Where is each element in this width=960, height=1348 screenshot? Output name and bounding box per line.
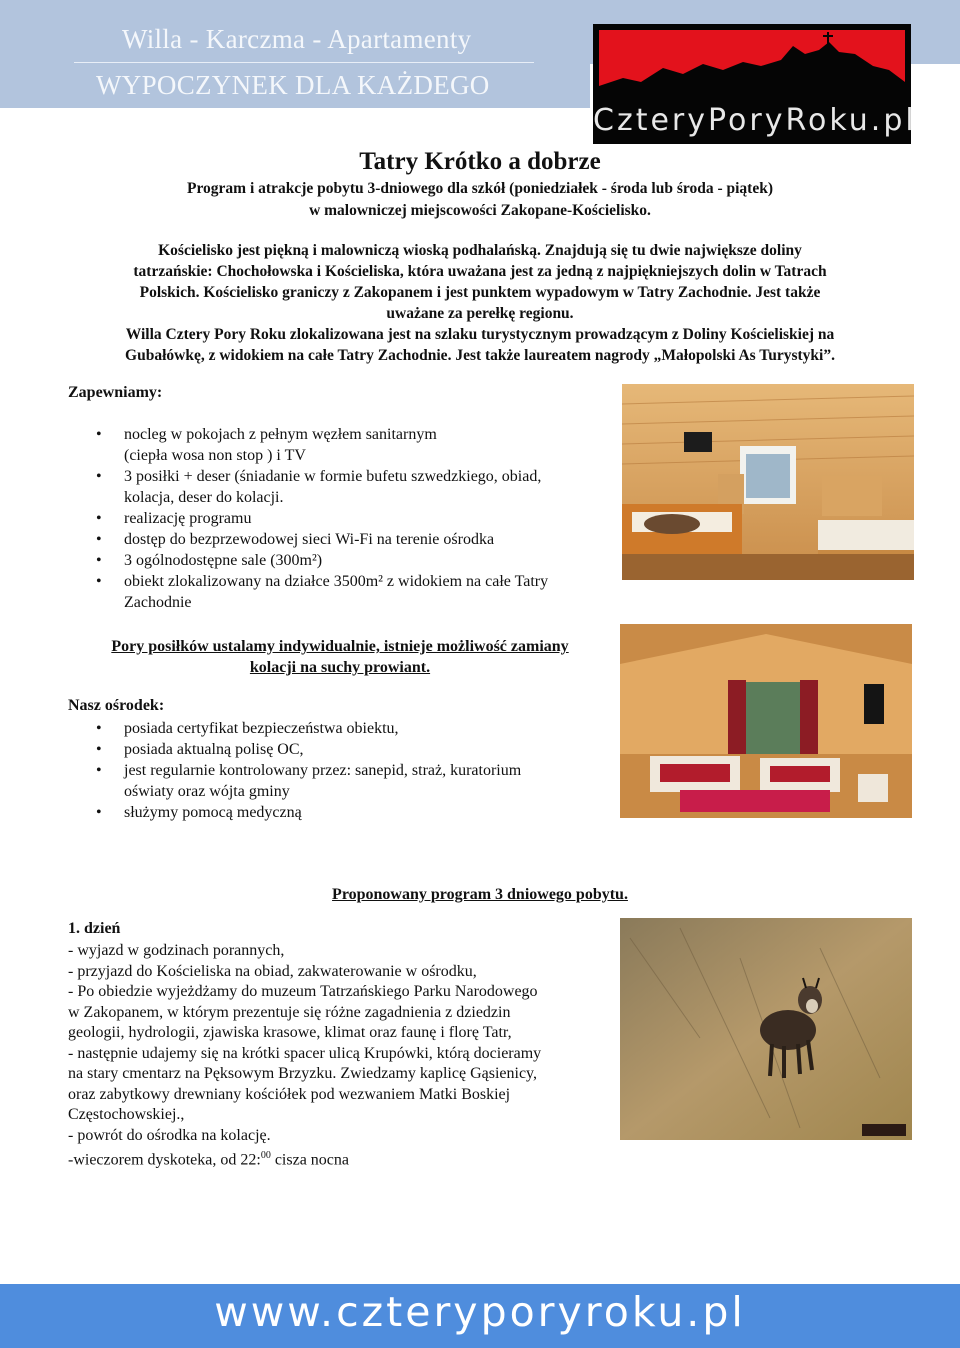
meals-note	[60, 636, 620, 678]
program-line	[68, 1146, 628, 1171]
list-item-text: • obiekt zlokalizowany na działce 3500m² z widokiem na całe Tatry	[124, 573, 549, 590]
meals-note-line: kolacji na suchy prowiant.	[249, 659, 431, 676]
logo-text: CzteryPoryRoku.pl	[593, 103, 917, 138]
list-item-text: • jest regularnie kontrolowany przez: sanepid, straż, kuratorium	[124, 762, 522, 779]
program-line: Częstochowskiej.,	[68, 1106, 185, 1123]
program-line: - następnie udajemy się na krótki spacer ulicą Krupówki, którą docieramy	[68, 1044, 542, 1062]
program-line-text: cisza nocna	[270, 1151, 350, 1169]
program-line: geologii, hydrologii, zjawiska krasowe, klimat oraz faunę i florę Tatr,	[68, 1024, 512, 1041]
intro-line: uważane za perełkę regionu.	[386, 305, 574, 322]
day-label: 1. dzień	[68, 920, 121, 937]
page-title: Tatry Krótko a dobrze	[359, 148, 601, 175]
intro-line: Willa Cztery Pory Roku zlokalizowana jest na szlaku turystycznym prowadzącym z Doliny Kościeliskiej na	[125, 326, 835, 343]
list-item	[68, 466, 628, 508]
osrodek-heading: Nasz ośrodek:	[68, 697, 165, 714]
subtitle-line-2: w malowniczej miejscowości Zakopane-Kościelisko.	[309, 202, 651, 219]
room-photo-1	[622, 384, 914, 580]
list-item-text: • dostęp do bezprzewodowej sieci Wi-Fi na terenie ośrodka	[124, 531, 495, 548]
program-line-sup: 00	[260, 1150, 271, 1161]
list-item-text: • służymy pomocą medyczną	[124, 804, 302, 821]
list-item	[68, 571, 628, 613]
list-item-text: • posiada aktualną polisę OC,	[124, 741, 304, 758]
room-photo-2	[620, 624, 912, 818]
intro-line: Gubałówkę, z widokiem na całe Tatry Zachodnie. Jest także laureatem nagrody „Małopolski As Turystyki”.	[125, 347, 835, 364]
header-tagline: Willa - Karczma - Apartamenty	[122, 24, 472, 54]
list-item-text: • nocleg w pokojach z pełnym węzłem sanitarnym	[124, 426, 437, 443]
chamois-photo	[620, 918, 912, 1140]
intro-line: Polskich. Kościelisko graniczy z Zakopanem i jest punktem wypadowym w Tatry Zachodnie. Jest także	[139, 284, 821, 301]
list-item-text: • 3 posiłki + deser (śniadanie w formie bufetu szwedzkiego, obiad,	[124, 468, 542, 485]
program-line: - wyjazd w godzinach porannych,	[68, 942, 285, 959]
list-item	[68, 424, 628, 466]
list-item-text: • realizację programu	[124, 510, 252, 527]
program-list	[68, 941, 628, 1171]
program-line: - przyjazd do Kościeliska na obiad, zakwaterowanie w ośrodku,	[68, 962, 477, 980]
zapewniamy-list	[68, 424, 628, 613]
header-slogan: WYPOCZYNEK DLA KAŻDEGO	[96, 70, 490, 100]
list-item	[68, 718, 628, 739]
list-item	[68, 739, 628, 760]
footer-url[interactable]: www.czteryporyroku.pl	[214, 1288, 746, 1336]
list-item-text: kolacja, deser do kolacji.	[124, 489, 284, 506]
program-heading: Proponowany program 3 dniowego pobytu.	[332, 886, 628, 903]
program-line: w Zakopanem, w którym prezentuje się różne zagadnienia z dziedzin	[68, 1003, 511, 1021]
program-line: - Po obiedzie wyjeżdżamy do muzeum Tatrzańskiego Parku Narodowego	[68, 983, 538, 1000]
subtitle-line-1: Program i atrakcje pobytu 3-dniowego dla szkół (poniedziałek - środa lub środa - piątek)	[186, 180, 774, 197]
intro-line: Kościelisko jest piękną i malowniczą wioską podhalańską. Znajdują się tu dwie największe doliny	[158, 242, 802, 259]
list-item	[68, 760, 628, 802]
intro-line: tatrzańskie: Chochołowska i Kościeliska, która uważana jest za jedną z najpiękniejszych dolin w Tatrach	[133, 263, 827, 280]
intro-paragraph	[60, 240, 900, 366]
list-item	[68, 529, 628, 550]
list-item	[68, 550, 628, 571]
list-item-text: (ciepła wosa non stop ) i TV	[124, 447, 306, 464]
osrodek-list	[68, 718, 628, 823]
meals-note-line: Pory posiłków ustalamy indywidualnie, istnieje możliwość zamiany	[111, 638, 569, 655]
list-item-text: • posiada certyfikat bezpieczeństwa obiektu,	[124, 720, 399, 737]
program-line: na stary cmentarz na Pęksowym Brzyzku. Zwiedzamy kaplicę Gąsienicy,	[68, 1065, 538, 1082]
list-item	[68, 508, 628, 529]
header-divider	[74, 62, 534, 63]
list-item-text: Zachodnie	[124, 594, 192, 611]
list-item-text: • 3 ogólnodostępne sale (300m²)	[124, 552, 323, 569]
zapewniamy-heading: Zapewniamy:	[68, 384, 163, 401]
list-item-text: oświaty oraz wójta gminy	[124, 783, 290, 800]
list-item	[68, 802, 628, 823]
program-line: oraz zabytkowy drewniany kościółek pod wezwaniem Matki Boskiej	[68, 1085, 511, 1103]
program-line: - powrót do ośrodka na kolację.	[68, 1126, 271, 1144]
program-line-text: -wieczorem dyskoteka, od 22:	[68, 1151, 261, 1169]
